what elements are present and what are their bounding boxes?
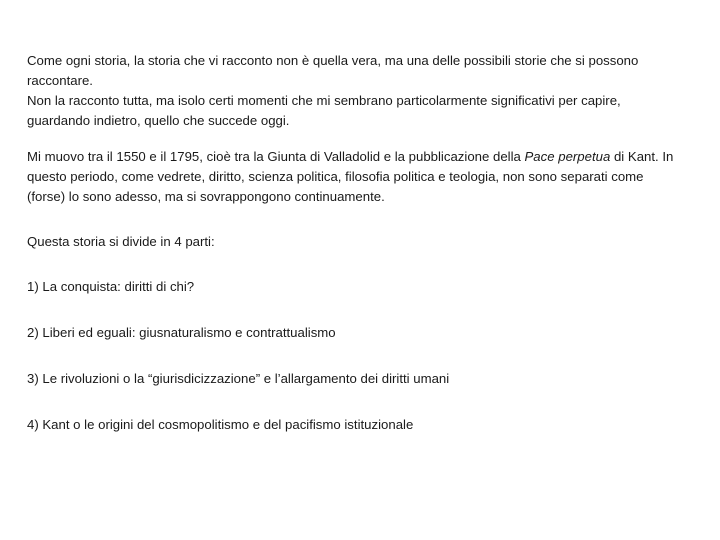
list-item: 1) La conquista: diritti di chi? (27, 279, 195, 294)
period-text-after: di Kant. In questo periodo, come vedrete, diritto, scienza politica, filosofia politica e teologia, non sono separati come (forse) lo sono adesso, ma si sovrappongono continuamente. (27, 149, 674, 204)
period-paragraph (27, 147, 680, 207)
list-item: 4) Kant o le origini del cosmopolitismo e del pacifismo istituzionale (27, 417, 414, 432)
parts-intro: Questa storia si divide in 4 parti: (27, 234, 215, 249)
list-item: 2) Liberi ed eguali: giusnaturalismo e contrattualismo (27, 325, 336, 340)
work-title: Pace perpetua (524, 149, 611, 164)
parts-list (27, 277, 680, 435)
list-item: 3) Le rivoluzioni o la “giurisdicizzazione” e l’allargamento dei diritti umani (27, 371, 450, 386)
period-text-before: Mi muovo tra il 1550 e il 1795, cioè tra la Giunta di Valladolid e la pubblicazione della (27, 149, 525, 164)
intro-paragraph-2: Non la racconto tutta, ma isolo certi momenti che mi sembrano particolarmente significativi per capire, guardando indietro, quello che succede oggi. (27, 93, 621, 128)
intro-paragraph-1: Come ogni storia, la storia che vi racconto non è quella vera, ma una delle possibili storie che si possono raccontare. (27, 53, 639, 88)
